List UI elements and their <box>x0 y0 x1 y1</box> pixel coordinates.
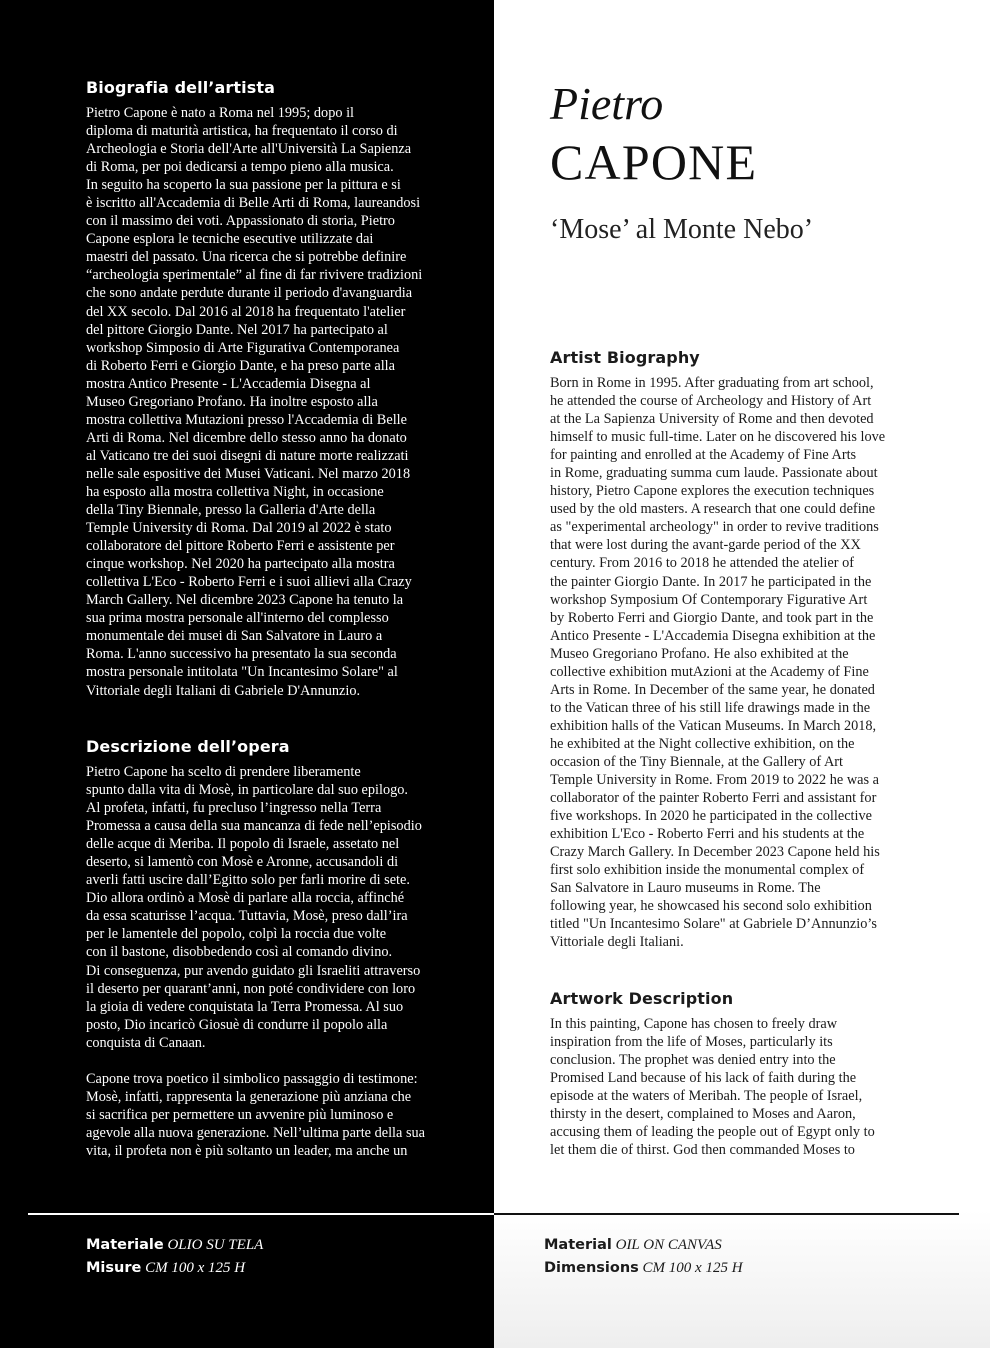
italian-description-heading: Descrizione dell’opera <box>86 737 290 756</box>
english-material-label: Material <box>544 1237 612 1253</box>
english-description-text: In this painting, Capone has chosen to freely draw inspiration from the life of Moses, particularly its conclusion. The prophet was denied entry into the Promised Land because of his lack of faith during the episode at the waters of Meribah. The people of Israel, thirsty in the desert, complained to Moses and Aaron, accusing them of leading the people out of Egypt only to let them die of thirst. God then commanded Moses to <box>550 1016 875 1159</box>
artist-first-name: Pietro <box>550 78 664 129</box>
english-description-heading: Artwork Description <box>550 989 734 1008</box>
italian-dimensions-value: CM 100 x 125 H <box>145 1260 246 1276</box>
english-material-line <box>544 1234 722 1256</box>
english-footer-divider <box>494 1213 959 1215</box>
italian-description-text: Pietro Capone ha scelto di prendere liberamente spunto dalla vita di Mosè, in particolare dal suo epilogo. Al profeta, infatti, fu precluso l’ingresso nella Terra Promessa a causa della sua mancanza di fede nell’episodio delle acque di Meriba. Il popolo di Israele, assetato nel deserto, si lamentò con Mosè e Aronne, accusandoli di averli fatti uscire dall’Egitto solo per farli morire di sete. Dio allora ordinò a Mosè di parlare alla roccia, affinché da essa scaturisse l’acqua. Tuttavia, Mosè, preso dall’ira per le lamentele del popolo, colpì la roccia due volte con il bastone, disobbedendo così al comando divino. Di conseguenza, pur avendo guidato gli Israeliti attraverso il deserto per quarant’anni, non poté condividere con loro la gioia di vedere conquistata la Terra Promessa. Al suo posto, Dio incaricò Giosuè di condurre il popolo alla conquista di Canaan. <box>86 764 422 1051</box>
english-bio-text: Born in Rome in 1995. After graduating from art school, he attended the course of Archeology and History of Art at the La Sapienza University of Rome and then devoted himself to music full-time. Later on he discovered his love for painting and enrolled at the Academy of Fine Arts in Rome, graduating summa cum laude. Passionate about history, Pietro Capone explores the execution techniques used by the old masters. A research that one could define as "experimental archeology" in order to revive traditions that were lost during the avant-garde period of the XX century. From 2016 to 2018 he attended the atelier of the painter Giorgio Dante. In 2017 he participated in the workshop Symposium Of Contemporary Figurative Art by Roberto Ferri and Giorgio Dante, and took part in the Antico Presente - L'Accademia Disegna exhibition at the Museo Gregoriano Profano. He also exhibited at the collective exhibition mutAzioni at the Academy of Fine Arts in Rome. In December of the same year, he donated to the Vatican three of his still life drawings made in the exhibition halls of the Vatican Museums. In March 2018, he exhibited at the Night collective exhibition, on the occasion of the Tiny Biennale, at the Gallery of Art Temple University in Rome. From 2019 to 2022 he was a collaborator of the painter Roberto Ferri and assistant for five workshops. In 2020 he participated in the collective exhibition L'Eco - Roberto Ferri and his students at the Crazy March Gallery. In December 2023 Capone held his first solo exhibition inside the monumental complex of San Salvatore in Lauro museums in Rome. The following year, he showcased his second solo exhibition titled "Un Incantesimo Solare" at Gabriele D’Annunzio’s Vittoriale degli Italiani. <box>550 375 886 951</box>
artwork-title: ‘Mose’ al Monte Nebo’ <box>550 214 814 245</box>
italian-footer-divider <box>28 1213 494 1215</box>
english-column <box>494 0 990 1348</box>
italian-column <box>0 0 494 1348</box>
english-dimensions-value: CM 100 x 125 H <box>642 1260 743 1276</box>
italian-dimensions-line <box>86 1257 245 1279</box>
italian-dimensions-label: Misure <box>86 1260 142 1276</box>
italian-material-value: OLIO SU TELA <box>167 1237 264 1253</box>
english-dimensions-line <box>544 1257 743 1279</box>
italian-description-text-continued: Capone trova poetico il simbolico passaggio di testimone: Mosè, infatti, rappresenta la generazione più anziana che si sacrifica per permettere un avvenire più luminoso e agevole alla nuova generazione. Nell’ultima parte della sua vita, il profeta non è più soltanto un leader, ma anche un <box>86 1071 425 1160</box>
italian-material-line <box>86 1234 263 1256</box>
artist-last-name: CAPONE <box>550 134 758 190</box>
english-material-value: OIL ON CANVAS <box>615 1237 722 1253</box>
italian-material-label: Materiale <box>86 1237 164 1253</box>
italian-bio-text: Pietro Capone è nato a Roma nel 1995; dopo il diploma di maturità artistica, ha frequentato il corso di Archeologia e Storia dell'Arte all'Università La Sapienza di Roma, per poi dedicarsi a tempo pieno alla musica. In seguito ha scoperto la sua passione per la pittura e si è iscritto all'Accademia di Belle Arti di Roma, laureandosi con il massimo dei voti. Appassionato di storia, Pietro Capone esplora le tecniche esecutive utilizzate dai maestri del passato. Una ricerca che si potrebbe definire “archeologia sperimentale” al fine di far rivivere tradizioni che sono andate perdute durante il periodo d'avanguardia del XX secolo. Dal 2016 al 2018 ha frequentato l'atelier del pittore Giorgio Dante. Nel 2017 ha partecipato al workshop Simposio di Arte Figurativa Contemporanea di Roberto Ferri e Giorgio Dante, e ha preso parte alla mostra Antico Presente - L'Accademia Disegna al Museo Gregoriano Profano. Ha inoltre esposto alla mostra collettiva Mutazioni presso l'Accademia di Belle Arti di Roma. Nel dicembre dello stesso anno ha donato al Vaticano tre dei suoi disegni di nature morte realizzati nelle sale espositive dei Musei Vaticani. Nel marzo 2018 ha esposto alla mostra collettiva Night, in occasione della Tiny Biennale, presso la Galleria d'Arte della Temple University di Roma. Dal 2019 al 2022 è stato collaboratore del pittore Roberto Ferri e assistente per cinque workshop. Nel 2020 ha partecipato alla mostra collettiva L'Eco - Roberto Ferri e i suoi allievi alla Crazy March Gallery. Nel dicembre 2023 Capone ha tenuto la sua prima mostra personale all'interno del complesso monumentale dei musei di San Salvatore in Lauro a Roma. L'anno successivo ha presentato la sua seconda mostra personale intitolata "Un Incantesimo Solare" al Vittoriale degli Italiani di Gabriele D'Annunzio. <box>86 105 423 699</box>
english-dimensions-label: Dimensions <box>544 1260 639 1276</box>
english-bio-heading: Artist Biography <box>550 348 700 367</box>
italian-bio-heading: Biografia dell’artista <box>86 78 275 97</box>
